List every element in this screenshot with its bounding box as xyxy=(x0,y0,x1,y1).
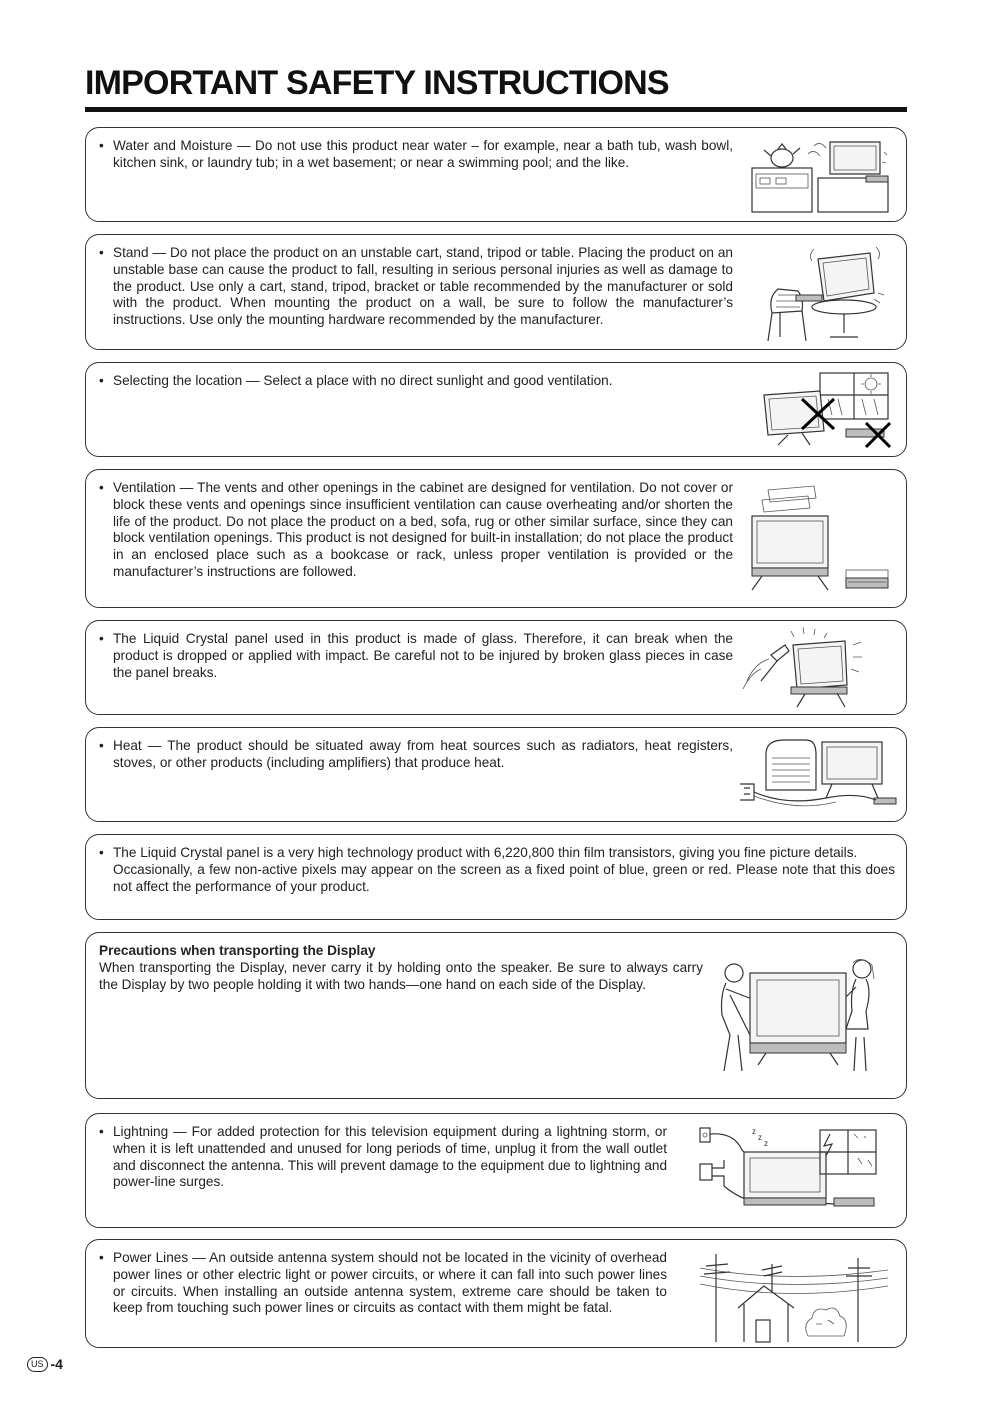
glass-panel-impact-illustration xyxy=(741,623,871,713)
item-text: • Selecting the location — Select a place with no direct sunlight and good ventilation. xyxy=(99,373,733,390)
safety-item-ventilation xyxy=(85,469,907,608)
item-text: • Water and Moisture — Do not use this product near water – for example, near a bath tub, wash bowl, kitchen sink, or laundry tub; in a wet basement; or near a swimming pool; and the like. xyxy=(99,138,733,172)
region-badge: US xyxy=(27,1357,48,1372)
power-lines-antenna-illustration xyxy=(698,1244,893,1344)
item-text-para-2: Occasionally, a few non-active pixels may appear on the screen as a fixed point of blue, green or red. Please note that this does not affect the performance of your product. xyxy=(113,861,895,894)
lightning-unplug-illustration xyxy=(694,1122,894,1222)
page-number: -4 xyxy=(50,1356,63,1372)
item-text: • Power Lines — An outside antenna system should not be located in the vicinity of overhead power lines or other electric light or power circuits, or where it can fall into such power lines or circuits. When installing an outside antenna system, extreme care should be taken to keep from touching such power lines or circuits as contact with them might be fatal. xyxy=(99,1250,667,1317)
item-text xyxy=(99,943,703,993)
item-text xyxy=(99,845,895,895)
safety-item-stand xyxy=(85,234,907,350)
ventilation-illustration xyxy=(748,482,893,600)
item-text: • Stand — Do not place the product on an unstable cart, stand, tripod or table. Placing the product on an unstable base can cause the product to fall, resulting in serious personal injuries as well as damage to the product. Use only a cart, stand, tripod, bracket or table recommended by the manufacturer or sold with the product. When mounting the product on a wall, be sure to follow the manufacturer’s instructions. Use only the mounting hardware recommended by the manufacturer. xyxy=(99,245,733,329)
safety-item-glass-panel xyxy=(85,620,907,715)
transport-heading: Precautions when transporting the Display xyxy=(99,943,376,958)
safety-item-heat xyxy=(85,727,907,822)
safety-item-location xyxy=(85,362,907,457)
item-text: • The Liquid Crystal panel used in this product is made of glass. Therefore, it can break when the product is dropped or applied with impact. Be careful not to be injured by broken glass pieces in case the panel breaks. xyxy=(99,631,733,681)
transport-two-people-illustration xyxy=(710,955,890,1077)
heat-source-illustration xyxy=(736,732,901,818)
title-rule xyxy=(85,107,907,112)
svg-text:z: z xyxy=(758,1133,762,1142)
page-title: IMPORTANT SAFETY INSTRUCTIONS xyxy=(85,64,669,102)
item-text: • Ventilation — The vents and other openings in the cabinet are designed for ventilation. Do not cover or block these vents and openings since insufficient ventilation can cause overheating and/or shorten the life of the product. Do not place the product on a bed, sofa, rug or other similar surface, since they can block ventilation openings. This product is not designed for built-in installation; do not place the product in an enclosed place such as a bookcase or rack, unless proper ventilation is provided or the manufacturer’s instructions are followed. xyxy=(99,480,733,581)
svg-text:z: z xyxy=(764,1139,768,1148)
water-moisture-illustration xyxy=(748,134,893,214)
unstable-stand-illustration xyxy=(758,241,888,345)
safety-item-power-lines xyxy=(85,1239,907,1348)
item-text-para-1: • The Liquid Crystal panel is a very high technology product with 6,220,800 thin film transistors, giving you fine picture details. xyxy=(113,845,858,860)
item-text: • Lightning — For added protection for this television equipment during a lightning storm, or when it is left unattended and unused for long periods of time, unplug it from the wall outlet and disconnect the antenna. This will prevent damage to the equipment due to lightning and power-line surges. xyxy=(99,1124,667,1191)
page-footer xyxy=(27,1356,63,1372)
safety-item-lcd-pixels xyxy=(85,834,907,920)
safety-item-water xyxy=(85,127,907,222)
location-sunlight-illustration xyxy=(758,369,898,451)
item-text: • Heat — The product should be situated away from heat sources such as radiators, heat registers, stoves, or other products (including amplifiers) that produce heat. xyxy=(99,738,733,772)
transport-text: When transporting the Display, never carry it by holding onto the speaker. Be sure to always carry the Display by two people holding it with two hands—one hand on each side of the Display. xyxy=(99,959,703,992)
svg-text:z: z xyxy=(752,1127,756,1136)
safety-item-transport xyxy=(85,932,907,1099)
safety-item-lightning xyxy=(85,1113,907,1228)
